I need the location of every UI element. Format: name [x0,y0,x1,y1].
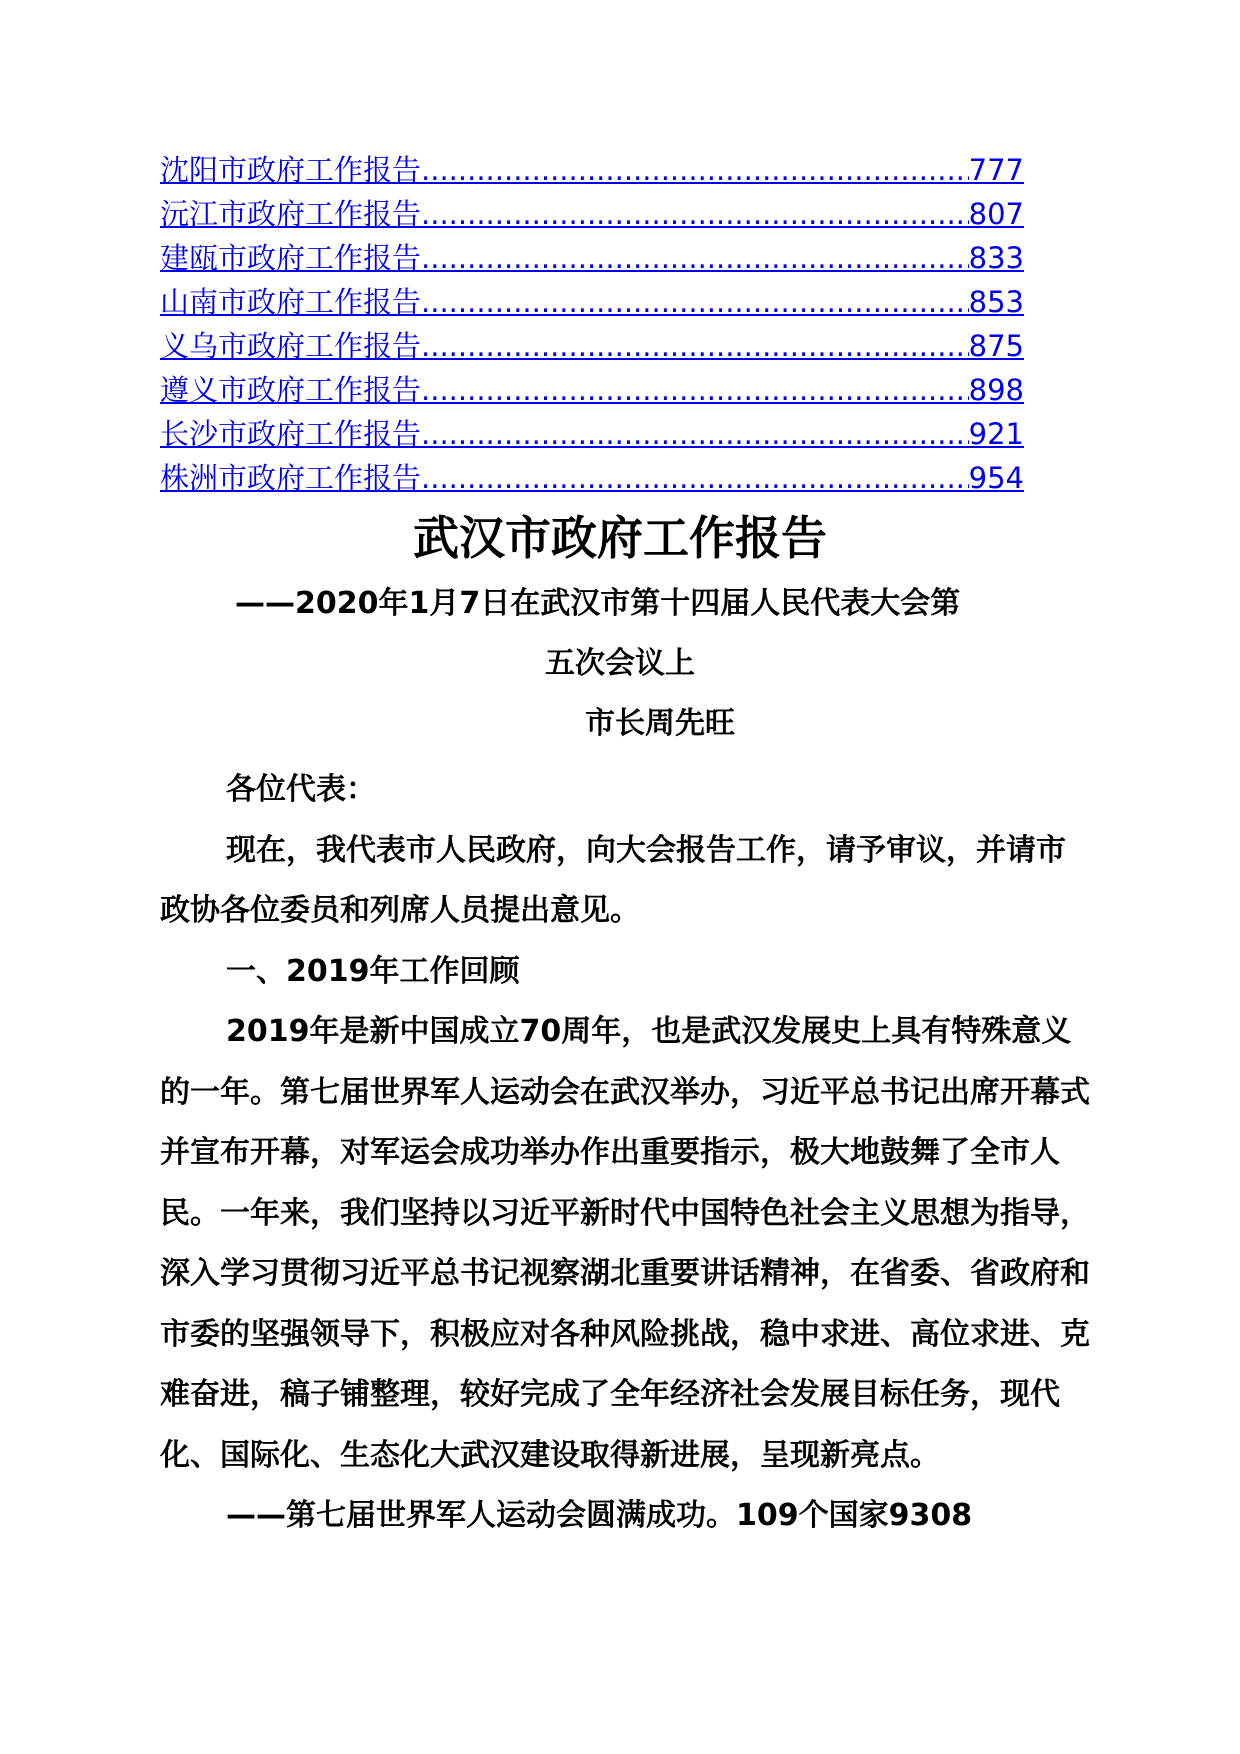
document-author: 市长周先旺 [585,706,735,741]
toc-item-jianou[interactable] [160,236,1024,280]
toc-leader-dots [421,236,969,280]
toc-item-title: 株洲市政府工作报告 [160,461,422,495]
section-heading: 一、2019年工作回顾 [226,953,520,989]
toc-leader-dots [421,192,969,236]
toc-item-title: 沈阳市政府工作报告 [160,153,422,187]
toc-leader-dots [421,368,969,412]
toc-item-title: 义乌市政府工作报告 [160,329,422,363]
toc-item-title: 长沙市政府工作报告 [160,417,422,451]
toc-item-page: 777 [968,153,1024,187]
toc-item-zunyi[interactable] [160,368,1024,412]
document-title: 武汉市政府工作报告 [413,511,827,565]
toc-item-yiwu[interactable] [160,324,1024,368]
toc-leader-dots [421,324,969,368]
toc-item-page: 807 [968,197,1024,231]
toc-item-shannan[interactable] [160,280,1024,324]
toc-item-page: 921 [968,417,1024,451]
toc-item-title: 建瓯市政府工作报告 [160,241,422,275]
toc-item-title: 山南市政府工作报告 [160,285,422,319]
toc-item-page: 898 [968,373,1024,407]
toc-item-changsha[interactable] [160,412,1024,456]
toc-item-title: 沅江市政府工作报告 [160,197,422,231]
toc-item-page: 875 [968,329,1024,363]
table-of-contents [160,148,1024,500]
toc-item-title: 遵义市政府工作报告 [160,373,422,407]
toc-leader-dots [421,148,969,192]
document-body [160,760,1090,1547]
toc-item-shenyang[interactable] [160,148,1024,192]
document-subtitle-line2: 五次会议上 [545,646,695,681]
body-paragraph-intro: 现在，我代表市人民政府，向大会报告工作，请予审议，并请市政协各位委员和列席人员提出意见。 [160,832,1066,928]
body-paragraph-review: 2019年是新中国成立70周年，也是武汉发展史上具有特殊意义的一年。第七届世界军人运动会在武汉举办，习近平总书记出席开幕式并宣布开幕，对军运会成功举办作出重要指示，极大地鼓舞了全市人民。一年来，我们坚持以习近平新时代中国特色社会主义思想为指导，深入学习贯彻习近平总书记视察湖北重要讲话精神，在省委、省政府和市委的坚强领导下，积极应对各种风险挑战，稳中求进、高位求进、克难奋进，稿子铺整理，较好完成了全年经济社会发展目标任务，现代化、国际化、生态化大武汉建设取得新进展，呈现新亮点。 [160,1014,1090,1473]
toc-item-page: 954 [968,461,1024,495]
toc-leader-dots [421,280,969,324]
body-paragraph-military-games: ——第七届世界军人运动会圆满成功。109个国家9308 [226,1498,973,1533]
toc-leader-dots [421,412,969,456]
toc-item-page: 853 [968,285,1024,319]
toc-item-page: 833 [968,241,1024,275]
document-subtitle-line1: ——2020年1月7日在武汉市第十四届人民代表大会第 [235,586,961,621]
toc-item-zhuzhou[interactable] [160,456,1024,500]
toc-leader-dots [421,456,969,500]
toc-item-yuanjiang[interactable] [160,192,1024,236]
body-paragraph-salutation: 各位代表： [226,772,376,807]
